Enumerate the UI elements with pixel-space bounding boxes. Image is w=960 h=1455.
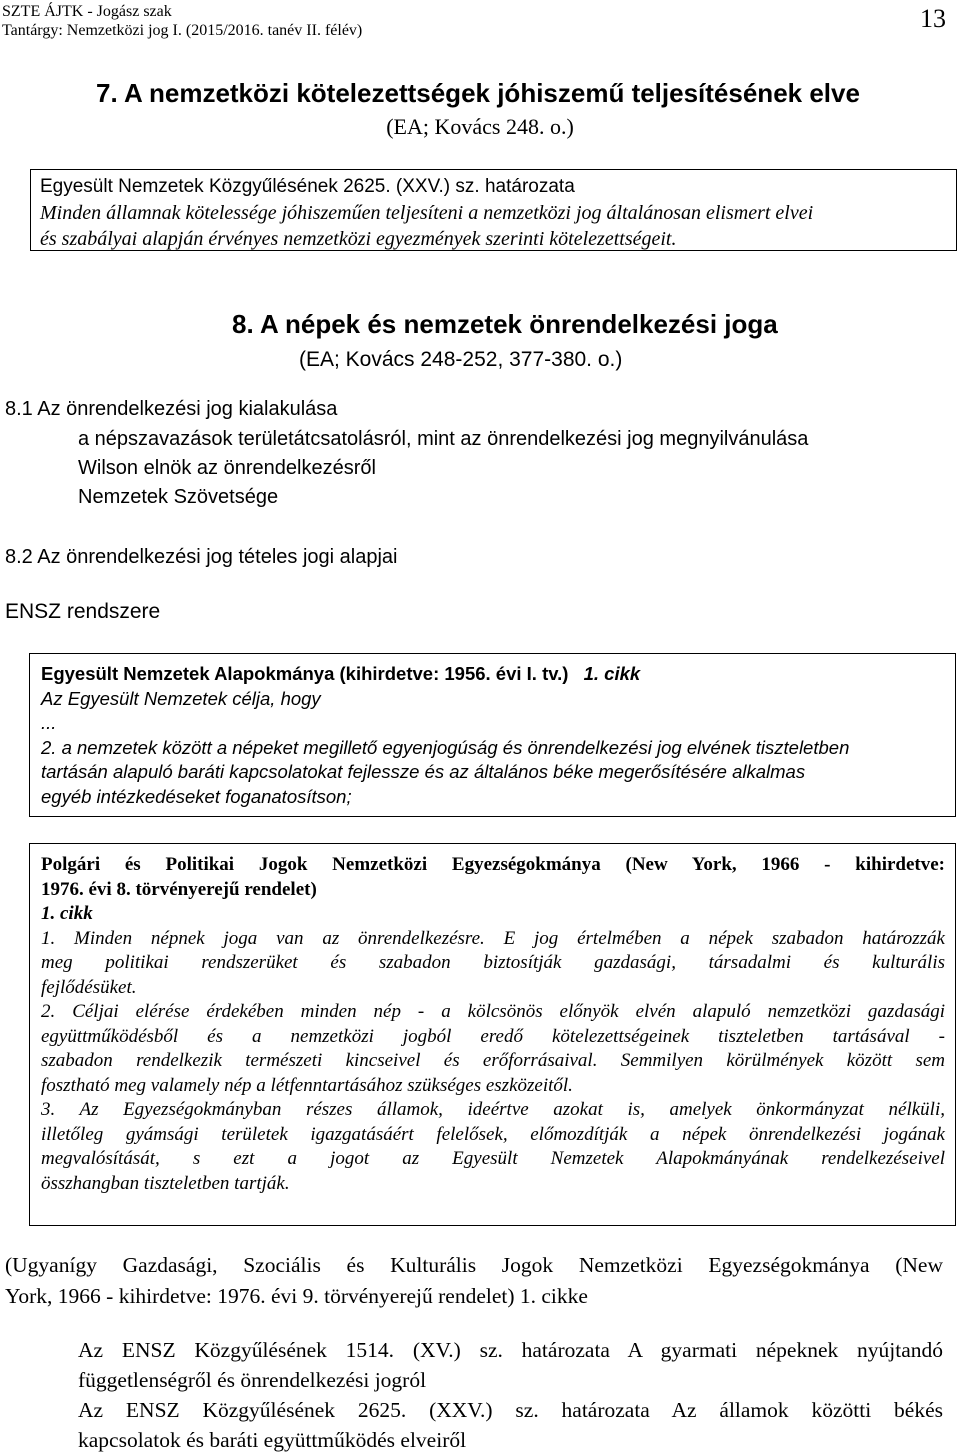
un-charter-box	[29, 653, 956, 817]
section-7-box-heading: Egyesült Nemzetek Közgyűlésének 2625. (XXV.) sz. határozata	[40, 176, 575, 197]
subsection-8-1-item-3: Nemzetek Szövetsége	[78, 486, 279, 508]
un-charter-point-2-line-3: egyéb intézkedéseket foganatosítson;	[41, 785, 352, 807]
subsection-8-1-item-2: Wilson elnök az önrendelkezésről	[78, 457, 376, 479]
header-line-1: SZTE ÁJTK - Jogász szak	[2, 3, 172, 20]
iccpr-article: 1. cikk	[41, 903, 93, 924]
iccpr-p3-line-2: illetőleg gyámsági területek igazgatásáért felelősek, előmozdítják a népek önrendelkezési jogának	[41, 1123, 945, 1145]
iccpr-p1-line-2: meg politikai rendszerüket és szabadon biztosítják gazdasági, társadalmi és kulturális	[41, 952, 945, 973]
subsection-8-1-item-1: a népszavazások területátcsatolásról, mint az önrendelkezési jog megnyilvánulása	[78, 428, 809, 450]
un-charter-heading: Egyesült Nemzetek Alapokmánya (kihirdetve: 1956. évi I. tv.)	[41, 663, 569, 684]
iccpr-p2-line-3: szabadon rendelkezik természeti kincseivel és erőforrásaival. Semmilyen körülmények között sem	[41, 1050, 945, 1071]
page-header	[2, 2, 362, 40]
iccpr-heading-line-2: 1976. évi 8. törvényerejű rendelet)	[41, 878, 317, 900]
iccpr-p3-line-1: 3. Az Egyezségokmányban részes államok, ideértve azokat is, amelyek önkormányzat nélküli,	[41, 1099, 945, 1120]
section-7-quote-box	[30, 169, 957, 251]
icescr-note-line-1: (Ugyanígy Gazdasági, Szociális és Kulturális Jogok Nemzetközi Egyezségokmánya (New	[5, 1253, 943, 1277]
iccpr-p1-line-3: fejlődésüket.	[41, 976, 137, 998]
section-7-box-line-1: Minden államnak kötelessége jóhiszeműen teljesíteni a nemzetközi jog általánosan elismert elvei	[40, 202, 814, 224]
resolution-1514-line-1: Az ENSZ Közgyűlésének 1514. (XV.) sz. határozata A gyarmati népeknek nyújtandó	[78, 1338, 943, 1362]
header-line-2: Tantárgy: Nemzetközi jog I. (2015/2016. tanév II. félév)	[2, 22, 363, 39]
un-resolutions-list	[78, 1335, 943, 1455]
un-charter-article: 1. cikk	[583, 663, 641, 684]
subsection-8-2-heading: 8.2 Az önrendelkezési jog tételes jogi alapjai	[5, 546, 398, 568]
resolution-1514-line-2: függetlenségről és önrendelkezési jogról	[78, 1368, 427, 1392]
iccpr-p2-line-1: 2. Céljai elérése érdekében minden nép - a kölcsönös előnyök elvén alapuló nemzetközi gazdasági	[41, 1001, 945, 1022]
iccpr-p1-line-1: 1. Minden népnek joga van az önrendelkezésre. E jog értelmében a népek szabadon határozzák	[41, 927, 945, 949]
page-number: 13	[920, 4, 946, 33]
iccpr-p3-line-3: megvalósítását, s ezt a jogot az Egyesült Nemzetek Alapokmányának rendelkezéseivel	[41, 1148, 945, 1169]
iccpr-p3-line-4: összhangban tiszteletben tartják.	[41, 1172, 290, 1194]
un-charter-point-2-line-2: tartásán alapuló baráti kapcsolatokat fejlessze és az általános béke megerősítésére alkalmas	[41, 761, 806, 782]
un-charter-point-2-line-1: a nemzetek között a népeket megillető egyenjogúság és önrendelkezési jog elvének tiszteletben	[61, 736, 850, 758]
icescr-note-line-2: York, 1966 - kihirdetve: 1976. évi 9. törvényerejű rendelet) 1. cikke	[5, 1284, 588, 1308]
resolution-2625-line-2: kapcsolatok és baráti együttműködés elveiről	[78, 1428, 467, 1452]
section-8-title: 8. A népek és nemzetek önrendelkezési joga	[232, 309, 778, 339]
iccpr-heading-line-1: Polgári és Politikai Jogok Nemzetközi Egyezségokmánya (New York, 1966 - kihirdetve:	[41, 854, 945, 875]
subsection-8-1-heading: 8.1 Az önrendelkezési jog kialakulása	[5, 398, 338, 420]
iccpr-p2-line-4: fosztható meg valamely nép a létfenntartásához szükséges eszközeitől.	[41, 1074, 573, 1096]
un-charter-ellipsis: ...	[41, 712, 57, 733]
resolution-2625-line-1: Az ENSZ Közgyűlésének 2625. (XXV.) sz. határozata Az államok közötti békés	[78, 1398, 943, 1422]
ensz-system-label: ENSZ rendszere	[5, 600, 161, 623]
iccpr-box	[29, 843, 956, 1226]
section-7-title: 7. A nemzetközi kötelezettségek jóhiszemű teljesítésének elve	[96, 78, 860, 108]
section-7-box-line-2: és szabályai alapján érvényes nemzetközi egyezmények szerinti kötelezettségeit.	[40, 228, 677, 250]
section-7-ref: (EA; Kovács 248. o.)	[386, 114, 574, 139]
un-charter-point-number: 2.	[41, 736, 57, 758]
icescr-note	[5, 1250, 943, 1312]
iccpr-p2-line-2: együttműködésből és a nemzetközi jogból eredő kötelezettségeinek tiszteletben tartásával -	[41, 1025, 945, 1047]
section-8-ref: (EA; Kovács 248-252, 377-380. o.)	[299, 348, 623, 371]
un-charter-line-1: Az Egyesült Nemzetek célja, hogy	[41, 687, 321, 709]
